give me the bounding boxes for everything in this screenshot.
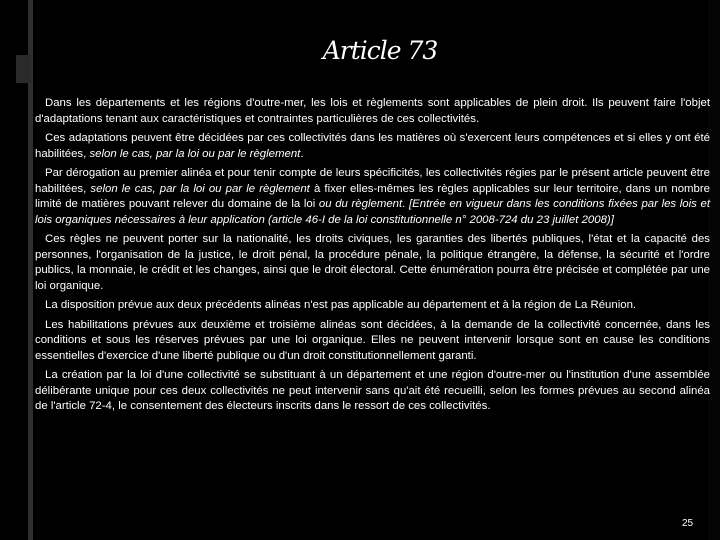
paragraph-7 [35,368,710,415]
paragraph-6 [35,318,710,365]
paragraph-7-text: La création par la loi d'une collectivité se substituant à un département et une région d'outre-mer ou l'institution d'une assemblée délibérante unique pour ces deux collectivités ne peut intervenir sans qu'ait été recueilli, selon les formes prévues au second alinéa de l'article 72-4, le consentement des électeurs inscrits dans le ressort de ces collectivités. [35,369,710,412]
paragraph-6-text: Les habilitations prévues aux deuxième et troisième alinéas sont décidées, à la demande de la collectivité concernée, dans les conditions et sous les réserves prévues par une loi organique. Elles ne peuvent intervenir lorsque sont en cause les conditions essentielles d'exercice d'une liberté publique ou d'un droit constitutionnellement garanti. [35,318,710,362]
article-body [35,96,710,419]
paragraph-2-text: Ces adaptations peuvent être décidées par ces collectivités dans les matières où s'exercent leurs compétences et si elles y ont été habilitées, [35,132,710,160]
paragraph-5 [35,298,710,314]
page-number: 25 [682,518,694,529]
paragraph-4-text: Ces règles ne peuvent porter sur la nationalité, les droits civiques, les garanties des libertés publiques, l'état et la capacité des personnes, l'organisation de la justice, le droit pénal, la procédure pénale, la politique étrangère, la défense, la sécurité et l'ordre publics, la monnaie, le crédit et les changes, ainsi que le droit électoral. Cette énumération pourra être précisée et complétée par une loi organique. [35,233,710,292]
paragraph-5-text: La disposition prévue aux deux précédents alinéas n'est pas applicable au département et à la région de La Réunion. [45,299,637,311]
paragraph-3-mid: à fixer elles-mêmes les règles applicables sur leur territoire, dans un nombre limité de matières pouvant relever du domaine de la loi [35,182,710,210]
paragraph-2 [35,131,710,162]
paragraph-1-text: Dans les départements et les régions d'outre-mer, les lois et règlements sont applicables de plein droit. Ils peuvent faire l'objet d'adaptations tenant aux caractéristiques et contraintes particulières de ces collectivités. [35,97,710,125]
paragraph-3-note: [Entrée en vigueur dans les conditions fixées par les lois et lois organiques nécessaires à leur application (article 46-I de la loi constitutionnelle n° 2008-724 du 23 juillet 2008)] [35,198,710,226]
paragraph-3-italic: selon le cas, par la loi ou par le règlement [90,182,310,195]
paragraph-1 [35,96,710,127]
paragraph-3 [35,166,710,228]
paragraph-2-tail: . [300,147,304,160]
paragraph-4 [35,232,710,294]
slide-title: Article 73 [322,36,438,65]
paragraph-3-text: Par dérogation au premier alinéa et pour tenir compte de leurs spécificités, les collectivités régies par le présent article peuvent être habilitées, [35,167,710,195]
paragraph-3-tail: . [402,198,409,210]
paragraph-3-italic-2: ou du règlement [318,198,403,210]
paragraph-2-italic: selon le cas, par la loi ou par le règlement [89,147,301,160]
